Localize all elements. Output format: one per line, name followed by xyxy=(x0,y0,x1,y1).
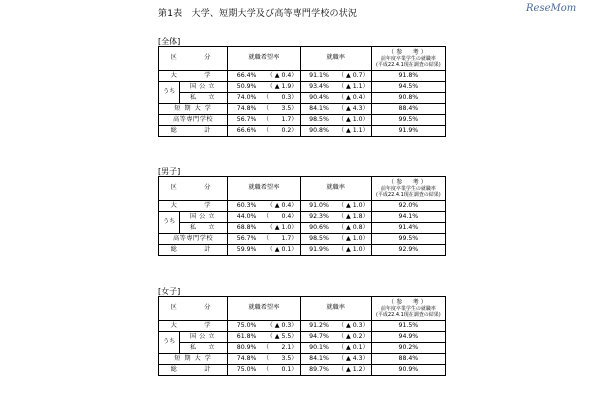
header-reference: （参 考） 前年度卒業学生の就職率 (平成22.4.1現在調査の結果) xyxy=(371,47,445,71)
reference-value: 94.5% xyxy=(371,82,445,93)
rate-value: 98.5% xyxy=(300,115,331,126)
rate-value: 75.0% xyxy=(228,365,259,376)
header-shushoku: 就職率 xyxy=(300,297,371,321)
change-value: （ ▲ 1.9） xyxy=(258,82,300,93)
rate-value: 84.1% xyxy=(300,104,331,115)
rate-value: 50.9% xyxy=(228,82,259,93)
table-all xyxy=(158,46,446,137)
change-value: （ ▲ 1.0） xyxy=(258,223,300,234)
header-kibou: 就職希望率 xyxy=(228,297,300,321)
rate-value: 74.8% xyxy=(228,104,259,115)
change-value: （ ▲ 0.4） xyxy=(331,93,371,104)
reference-value: 91.8% xyxy=(371,71,445,82)
rate-value: 91.9% xyxy=(300,245,331,256)
change-value: （ 1.7） xyxy=(258,234,300,245)
rate-value: 74.8% xyxy=(228,354,259,365)
table-row xyxy=(159,343,446,354)
table-row xyxy=(159,354,446,365)
reference-value: 99.5% xyxy=(371,234,445,245)
row-label: 国公立 xyxy=(180,212,228,223)
rate-value: 80.9% xyxy=(228,343,259,354)
change-value: （ ▲ 4.3） xyxy=(331,104,371,115)
row-label: 総 計 xyxy=(159,365,228,376)
header-kubun: 区 分 xyxy=(159,297,228,321)
change-value: （ ▲ 0.4） xyxy=(258,201,300,212)
change-value: （ ▲ 1.0） xyxy=(331,245,371,256)
header-shushoku: 就職率 xyxy=(300,177,371,201)
row-label: 短 期 大 学 xyxy=(159,104,228,115)
change-value: （ 2.1） xyxy=(258,343,300,354)
row-label: 高等専門学校 xyxy=(159,234,228,245)
rate-value: 60.3% xyxy=(228,201,259,212)
reference-value: 90.8% xyxy=(371,93,445,104)
rate-value: 66.6% xyxy=(228,126,259,137)
rate-value: 56.7% xyxy=(228,234,259,245)
section-label-male: [男子] xyxy=(158,167,181,176)
table-row xyxy=(159,104,446,115)
row-label: 大 学 xyxy=(159,201,228,212)
table-header-row xyxy=(159,297,446,321)
change-value: （ 0.1） xyxy=(258,365,300,376)
header-kibou: 就職希望率 xyxy=(228,47,300,71)
reference-value: 94.1% xyxy=(371,212,445,223)
table-header-row xyxy=(159,177,446,201)
reference-value: 92.9% xyxy=(371,245,445,256)
change-value: （ 1.7） xyxy=(258,115,300,126)
row-label: 大 学 xyxy=(159,71,228,82)
rate-value: 93.4% xyxy=(300,82,331,93)
table-row xyxy=(159,212,446,223)
table-row xyxy=(159,321,446,332)
change-value: （ 0.3） xyxy=(258,93,300,104)
change-value: （ ▲ 0.7） xyxy=(331,71,371,82)
reference-value: 90.2% xyxy=(371,343,445,354)
table-row xyxy=(159,332,446,343)
table-male xyxy=(158,176,446,256)
rate-value: 61.8% xyxy=(228,332,259,343)
row-label: 私 立 xyxy=(180,223,228,234)
row-label: 私 立 xyxy=(180,343,228,354)
change-value: （ ▲ 1.8） xyxy=(331,212,371,223)
change-value: （ ▲ 1.0） xyxy=(331,234,371,245)
row-label: 高等専門学校 xyxy=(159,115,228,126)
reference-value: 91.5% xyxy=(371,321,445,332)
header-kubun: 区 分 xyxy=(159,47,228,71)
rate-value: 59.9% xyxy=(228,245,259,256)
change-value: （ 3.5） xyxy=(258,354,300,365)
table-row xyxy=(159,234,446,245)
row-group-label: うち xyxy=(159,82,180,104)
table-row xyxy=(159,223,446,234)
header-shushoku: 就職率 xyxy=(300,47,371,71)
change-value: （ ▲ 1.1） xyxy=(331,126,371,137)
change-value: （ 0.2） xyxy=(258,126,300,137)
header-kubun: 区 分 xyxy=(159,177,228,201)
row-label: 短 期 大 学 xyxy=(159,354,228,365)
table-row xyxy=(159,82,446,93)
section-label-all: [全体] xyxy=(158,37,181,46)
change-value: （ ▲ 0.4） xyxy=(258,71,300,82)
rate-value: 91.2% xyxy=(300,321,331,332)
change-value: （ ▲ 4.3） xyxy=(331,354,371,365)
change-value: （ ▲ 1.0） xyxy=(331,201,371,212)
change-value: （ 0.4） xyxy=(258,212,300,223)
row-group-label: うち xyxy=(159,332,180,354)
table-row xyxy=(159,115,446,126)
reference-value: 88.4% xyxy=(371,104,445,115)
table-row-total xyxy=(159,245,446,256)
change-value: （ ▲ 0.2） xyxy=(331,332,371,343)
header-kibou: 就職希望率 xyxy=(228,177,300,201)
rate-value: 56.7% xyxy=(228,115,259,126)
change-value: （ ▲ 0.1） xyxy=(258,245,300,256)
table-row xyxy=(159,93,446,104)
site-logo: ReseMom xyxy=(526,3,577,14)
page-title: 第1表 大学、短期大学及び高等専門学校の状況 xyxy=(158,9,358,19)
row-label: 総 計 xyxy=(159,126,228,137)
reference-value: 94.9% xyxy=(371,332,445,343)
reference-value: 91.9% xyxy=(371,126,445,137)
rate-value: 92.3% xyxy=(300,212,331,223)
rate-value: 66.4% xyxy=(228,71,259,82)
table-row-total xyxy=(159,126,446,137)
rate-value: 90.8% xyxy=(300,126,331,137)
rate-value: 89.7% xyxy=(300,365,331,376)
row-label: 大 学 xyxy=(159,321,228,332)
rate-value: 74.0% xyxy=(228,93,259,104)
rate-value: 91.1% xyxy=(300,71,331,82)
rate-value: 91.0% xyxy=(300,201,331,212)
reference-value: 88.4% xyxy=(371,354,445,365)
rate-value: 68.8% xyxy=(228,223,259,234)
header-reference: （参 考） 前年度卒業学生の就職率 (平成22.4.1現在調査の結果) xyxy=(371,297,445,321)
rate-value: 94.7% xyxy=(300,332,331,343)
section-label-female: [女子] xyxy=(158,287,181,296)
row-label: 国公立 xyxy=(180,332,228,343)
rate-value: 90.6% xyxy=(300,223,331,234)
change-value: （ ▲ 1.1） xyxy=(331,82,371,93)
rate-value: 90.1% xyxy=(300,343,331,354)
change-value: （ 3.5） xyxy=(258,104,300,115)
table-row xyxy=(159,201,446,212)
rate-value: 90.4% xyxy=(300,93,331,104)
change-value: （ ▲ 5.5） xyxy=(258,332,300,343)
table-female xyxy=(158,296,446,376)
table-row-total xyxy=(159,365,446,376)
rate-value: 44.0% xyxy=(228,212,259,223)
row-label: 私 立 xyxy=(180,93,228,104)
change-value: （ ▲ 1.0） xyxy=(331,115,371,126)
change-value: （ ▲ 0.3） xyxy=(331,321,371,332)
reference-value: 90.9% xyxy=(371,365,445,376)
table-row xyxy=(159,71,446,82)
reference-value: 92.0% xyxy=(371,201,445,212)
rate-value: 84.1% xyxy=(300,354,331,365)
rate-value: 98.5% xyxy=(300,234,331,245)
row-group-label: うち xyxy=(159,212,180,234)
header-reference: （参 考） 前年度卒業学生の就職率 (平成22.4.1現在調査の結果) xyxy=(371,177,445,201)
reference-value: 99.5% xyxy=(371,115,445,126)
row-label: 国公立 xyxy=(180,82,228,93)
change-value: （ ▲ 0.3） xyxy=(258,321,300,332)
change-value: （ ▲ 0.8） xyxy=(331,223,371,234)
change-value: （ ▲ 0.1） xyxy=(331,343,371,354)
reference-value: 91.4% xyxy=(371,223,445,234)
rate-value: 75.0% xyxy=(228,321,259,332)
change-value: （ ▲ 1.2） xyxy=(331,365,371,376)
row-label: 総 計 xyxy=(159,245,228,256)
table-header-row xyxy=(159,47,446,71)
